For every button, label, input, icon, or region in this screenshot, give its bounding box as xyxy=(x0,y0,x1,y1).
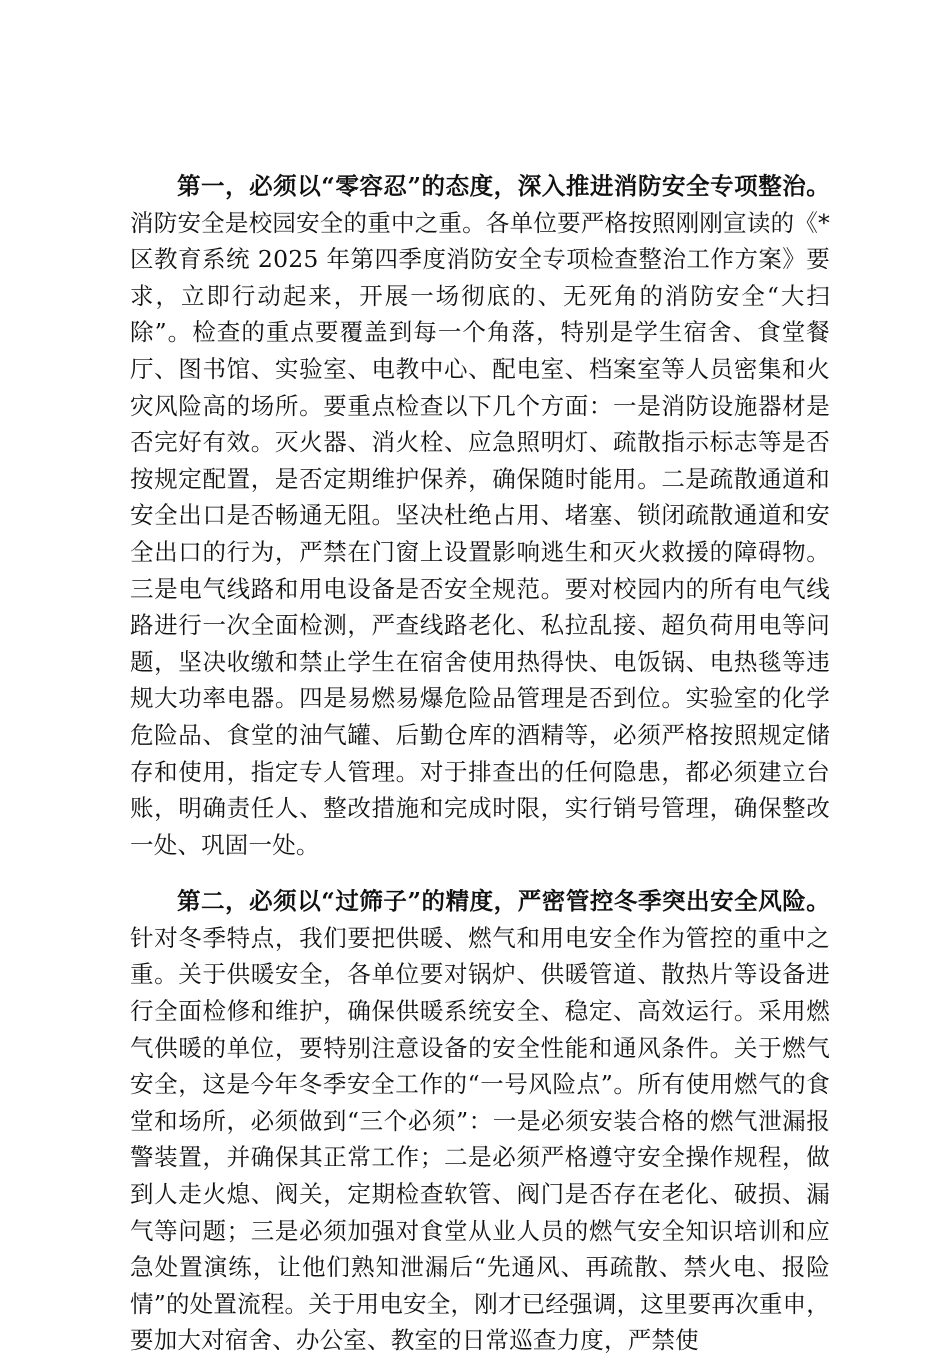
paragraph-winter-risks xyxy=(130,883,830,1359)
paragraph-heading: 第一，必须以“零容忍”的态度，深入推进消防安全专项整治。 xyxy=(177,172,830,200)
paragraph-fire-safety xyxy=(130,168,830,863)
paragraph-heading: 第二，必须以“过筛子”的精度，严密管控冬季突出安全风险。 xyxy=(177,887,830,916)
paragraph-body: 消防安全是校园安全的重中之重。各单位要严格按照刚刚宣读的《*区教育系统 2025 年第四季度消防安全专项检查整治工作方案》要求，立即行动起来，开展一场彻底的、无死角的消防安全“大扫除”。检查的重点要覆盖到每一个角落，特别是学生宿舍、食堂餐厅、图书馆、实验室、电教中心、配电室、档案室等人员密集和火灾风险高的场所。要重点检查以下几个方面：一是消防设施器材是否完好有效。灭火器、消火栓、应急照明灯、疏散指示标志等是否按规定配置，是否定期维护保养，确保随时能用。二是疏散通道和安全出口是否畅通无阻。坚决杜绝占用、堵塞、锁闭疏散通道和安全出口的行为，严禁在门窗上设置影响逃生和灭火救援的障碍物。三是电气线路和用电设备是否安全规范。要对校园内的所有电气线路进行一次全面检测，严查线路老化、私拉乱接、超负荷用电等问题，坚决收缴和禁止学生在宿舍使用热得快、电饭锅、电热毯等违规大功率电器。四是易燃易爆危险品管理是否到位。实验室的化学危险品、食堂的油气罐、后勤仓库的酒精等，必须严格按照规定储存和使用，指定专人管理。对于排查出的任何隐患，都必须建立台账，明确责任人、整改措施和完成时限，实行销号管理，确保整改一处、巩固一处。 xyxy=(130,208,830,859)
document-page xyxy=(130,168,830,1359)
paragraph-body: 针对冬季特点，我们要把供暖、燃气和用电安全作为管控的重中之重。关于供暖安全，各单位要对锅炉、供暖管道、散热片等设备进行全面检修和维护，确保供暖系统安全、稳定、高效运行。采用燃气供暖的单位，要特别注意设备的安全性能和通风条件。关于燃气安全，这是今年冬季安全工作的“一号风险点”。所有使用燃气的食堂和场所，必须做到“三个必须”：一是必须安装合格的燃气泄漏报警装置，并确保其正常工作；二是必须严格遵守安全操作规程，做到人走火熄、阀关，定期检查软管、阀门是否存在老化、破损、漏气等问题；三是必须加强对食堂从业人员的燃气安全知识培训和应急处置演练，让他们熟知泄漏后“先通风、再疏散、禁火电、报险情”的处置流程。关于用电安全，刚才已经强调，这里要再次重申，要加大对宿舍、办公室、教室的日常巡查力度，严禁使 xyxy=(130,923,830,1355)
